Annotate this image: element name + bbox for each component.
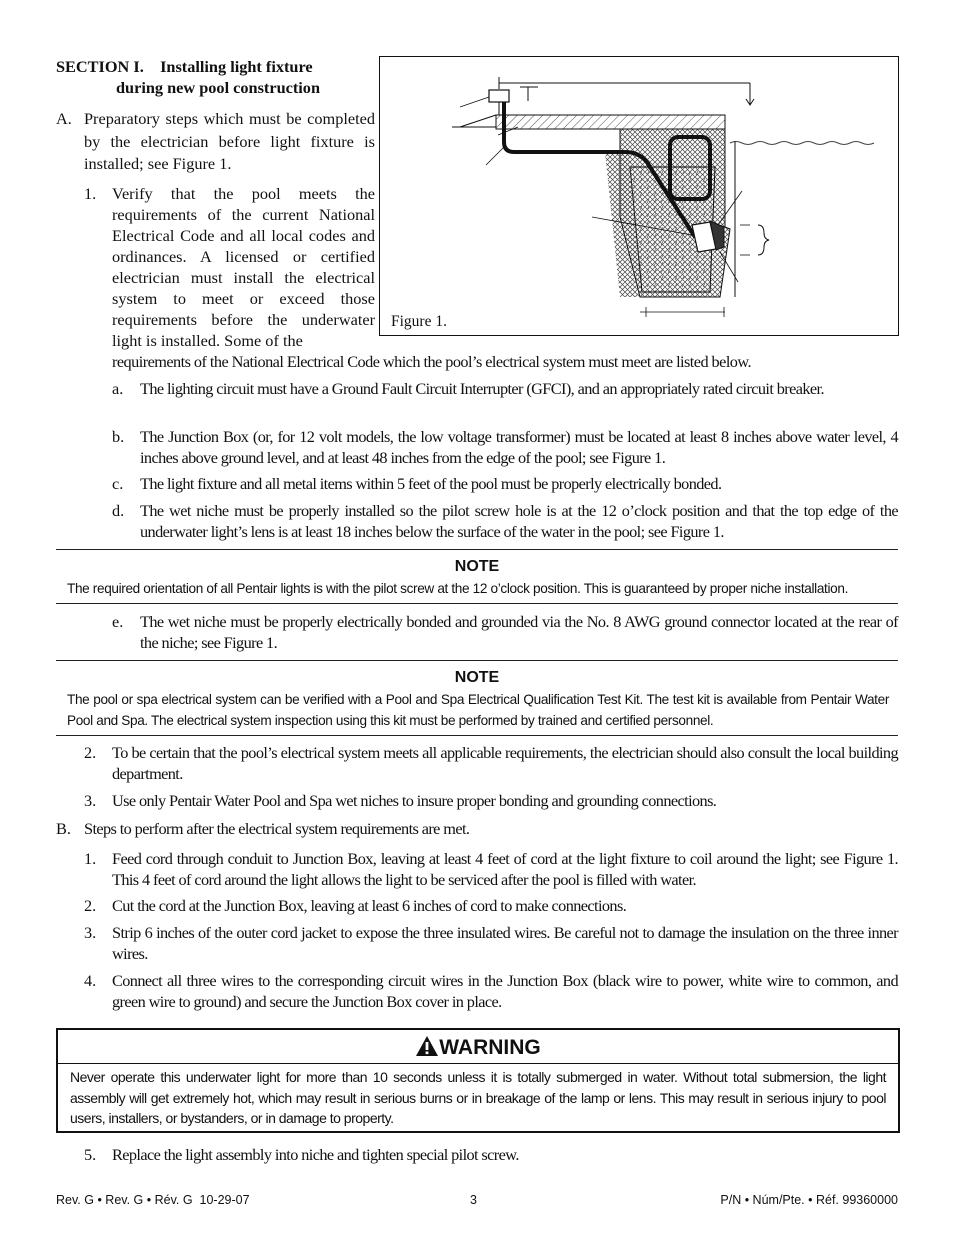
warning-heading-text: WARNING [439, 1036, 541, 1059]
step-b1-number: 1. [84, 849, 97, 868]
step-a3-text: Use only Pentair Water Pool and Spa wet niches to insure proper bonding and grounding connections. [112, 791, 717, 810]
warning-text: Never operate this underwater light for more than 10 seconds unless it is totally submerged in water. Without total submersion, the light assembly will get extremely hot, which may result in serious burns or in breakage of the lamp or lens. This may result in serious injury to pool users, installers, or bystanders, or in damage to property. [70, 1069, 886, 1126]
step-a1-number: 1. [84, 184, 97, 203]
step-b2-number: 2. [84, 896, 97, 915]
step-a-text: Preparatory steps which must be completed by the electrician before light fixture is installed; see Figure 1. [84, 109, 375, 173]
sub-a-label: a. [112, 379, 124, 398]
note2-heading: NOTE [454, 669, 500, 686]
sub-d-label: d. [112, 501, 125, 520]
note2-bottom-rule [56, 735, 898, 736]
note2-top-rule [56, 660, 898, 661]
step-a3-number: 3. [84, 791, 97, 810]
note1-text: The required orientation of all Pentair lights is with the pilot screw at the 12 o’clock position. This is guaranteed by proper niche installation. [67, 581, 848, 596]
sub-a-text: The lighting circuit must have a Ground Fault Circuit Interrupter (GFCI), and an appropriately rated circuit breaker. [140, 379, 824, 398]
step-b4-number: 4. [84, 971, 97, 990]
footer-part-number: P/N • Núm/Pte. • Réf. 99360000 [720, 1193, 898, 1207]
step-b3-text: Strip 6 inches of the outer cord jacket to expose the three insulated wires. Be careful not to damage the insulation on the three inner wires. [112, 923, 898, 963]
section-label: SECTION I. [56, 57, 144, 76]
warning-divider [58, 1063, 898, 1064]
step-b1-text: Feed cord through conduit to Junction Box, leaving at least 4 feet of cord at the light fixture to coil around the light; see Figure 1. This 4 feet of cord around the light allows the light to be serviced after the pool is filled with water. [112, 849, 898, 889]
sub-c-text: The light fixture and all metal items within 5 feet of the pool must be properly electrically bonded. [140, 474, 722, 493]
sub-d-text: The wet niche must be properly installed so the pilot screw hole is at the 12 o’clock position and that the top edge of the underwater light’s lens is at least 18 inches below the surface of the water in the pool; see Figure 1. [140, 501, 898, 541]
step-b3-number: 3. [84, 923, 97, 942]
step-a2-text: To be certain that the pool’s electrical system meets all applicable requirements, the electrician should also consult the local building department. [112, 743, 898, 783]
step-b-text: Steps to perform after the electrical system requirements are met. [84, 819, 470, 838]
step-a1-text-continued: requirements of the National Electrical Code which the pool’s electrical system must meet are listed below. [112, 352, 752, 371]
sub-e-label: e. [112, 612, 124, 631]
footer-revision: Rev. G • Rev. G • Rév. G 10-29-07 [56, 1193, 250, 1207]
sub-b-text: The Junction Box (or, for 12 volt models, the low voltage transformer) must be located at least 8 inches above water level, 4 inches above ground level, and at least 48 inches from the edge of the pool; see Figure 1. [140, 427, 898, 467]
warning-box [56, 1028, 900, 1133]
step-b5-text: Replace the light assembly into niche and tighten special pilot screw. [112, 1145, 519, 1164]
warning-triangle-icon [415, 1035, 439, 1057]
section-title-line1: Installing light fixture [160, 57, 313, 76]
section-title-line2: during new pool construction [116, 78, 320, 97]
sub-b-label: b. [112, 427, 125, 446]
step-a-label: A. [56, 109, 72, 128]
sub-c-label: c. [112, 474, 124, 493]
step-b-label: B. [56, 819, 71, 838]
pool-installation-diagram [380, 57, 898, 335]
note1-heading: NOTE [454, 558, 500, 575]
step-b2-text: Cut the cord at the Junction Box, leaving at least 6 inches of cord to make connections. [112, 896, 627, 915]
step-b5-number: 5. [84, 1145, 97, 1164]
figure-1-frame [379, 56, 899, 336]
step-b4-text: Connect all three wires to the corresponding circuit wires in the Junction Box (black wire to power, white wire to common, and green wire to ground) and secure the Junction Box cover in place. [112, 971, 898, 1011]
step-a1-text: Verify that the pool meets the requirements of the current National Electrical Code and all local codes and ordinances. A licensed or certified electrician must install the electrical system to meet or exceed those requirements before the underwater light is installed. Some of the [112, 184, 375, 350]
note1-bottom-rule [56, 603, 898, 604]
figure-caption: Figure 1. [391, 313, 447, 330]
sub-e-text: The wet niche must be properly electrically bonded and grounded via the No. 8 AWG ground connector located at the rear of the niche; see Figure 1. [140, 612, 898, 652]
note2-text: The pool or spa electrical system can be verified with a Pool and Spa Electrical Qualification Test Kit. The test kit is available from Pentair Water Pool and Spa. The electrical system inspection using this kit must be performed by trained and certified personnel. [67, 692, 889, 728]
step-a2-number: 2. [84, 743, 97, 762]
section-heading [56, 56, 376, 98]
note1-top-rule [56, 549, 898, 550]
warning-heading [58, 1035, 898, 1061]
footer-page-number: 3 [470, 1193, 477, 1207]
